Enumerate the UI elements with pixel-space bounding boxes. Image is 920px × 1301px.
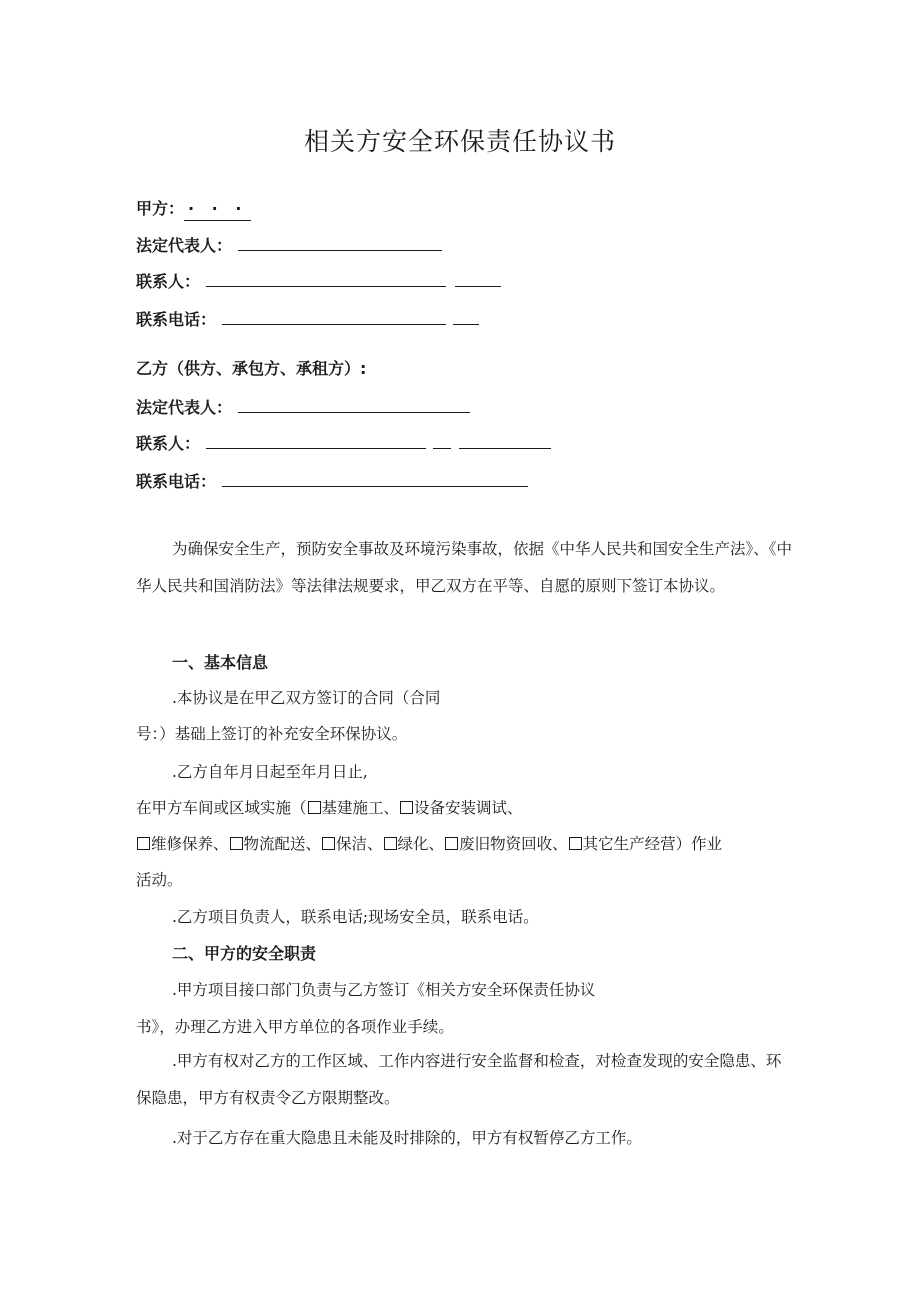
section2-item2: .甲方有权对乙方的工作区域、工作内容进行安全监督和检查，对检查发现的安全隐患、环保隐患，甲方有权责令乙方限期整改。 — [136, 1052, 782, 1107]
party-b-contact-blank-3 — [459, 432, 551, 449]
party-a-phone-label: 联系电话： — [136, 310, 217, 329]
checkbox-icon — [445, 837, 458, 850]
party-b-contact-label: 联系人： — [136, 434, 201, 453]
section2-item3: .对于乙方存在重大隐患且未能及时排除的，甲方有权暂停乙方工作。 — [172, 1129, 642, 1147]
party-b-rep-line — [136, 396, 470, 419]
checkbox-icon — [384, 837, 397, 850]
party-b-phone-line — [136, 470, 528, 493]
scope-prefix: 在甲方车间或区域实施（ — [136, 799, 307, 817]
party-b-rep-label: 法定代表人： — [136, 398, 233, 417]
party-a-rep-label: 法定代表人： — [136, 236, 233, 255]
party-a-rep-blank — [238, 234, 442, 251]
party-b-rep-blank — [238, 396, 470, 413]
checkbox-icon — [322, 837, 335, 850]
party-a-contact-label: 联系人： — [136, 272, 201, 291]
party-b-phone-blank — [222, 470, 528, 487]
party-a-line — [136, 198, 251, 221]
scope-option-other: 其它生产经营）作业 — [582, 835, 723, 853]
section1-item1-line2: 号：）基础上签订的补充安全环保协议。 — [136, 725, 408, 743]
party-b-line — [136, 358, 366, 380]
section2-item1-line1: .甲方项目接口部门负责与乙方签订《相关方安全环保责任协议 — [172, 981, 596, 999]
party-b-phone-label: 联系电话： — [136, 472, 217, 491]
party-a-contact-blank — [206, 270, 446, 287]
section1-item3: .乙方项目负责人，联系电话;现场安全员，联系电话。 — [172, 908, 539, 926]
section2-heading: 二、甲方的安全职责 — [172, 944, 317, 963]
section1-item2-line2 — [136, 796, 523, 818]
checkbox-icon — [137, 837, 150, 850]
party-a-phone-blank — [222, 308, 446, 325]
scope-option-recycling: 废旧物资回收、 — [459, 835, 568, 853]
party-b-contact-line — [136, 432, 551, 455]
section1-item1-line1: .本协议是在甲乙双方签订的合同（合同 — [172, 689, 441, 707]
party-a-phone-line — [136, 308, 479, 331]
document-title: 相关方安全环保责任协议书 — [303, 127, 616, 156]
scope-option-maintenance: 维修保养、 — [151, 835, 229, 853]
section1-item2-line4: 活动。 — [136, 871, 183, 889]
party-a-rep-line — [136, 234, 442, 257]
scope-option-construction: 基建施工、 — [321, 799, 400, 817]
checkbox-icon — [308, 801, 321, 814]
section1-item2-line1: .乙方自年月日起至年月日止, — [172, 763, 368, 781]
section1-item2-line3 — [136, 832, 722, 854]
party-a-label: 甲方： — [136, 199, 185, 218]
party-a-phone-blank-2 — [453, 308, 479, 325]
party-b-contact-blank-2 — [433, 432, 451, 449]
party-a-value: · · · — [184, 198, 251, 221]
scope-option-installation: 设备安装调试、 — [414, 799, 523, 817]
party-a-contact-blank-2 — [455, 270, 501, 287]
checkbox-icon — [569, 837, 582, 850]
intro-paragraph: 为确保安全生产，预防安全事故及环境污染事故，依据《中华人民共和国安全生产法》、《中华人民共和国消防法》等法律法规要求，甲乙双方在平等、自愿的原则下签订本协议。 — [136, 540, 793, 595]
party-b-contact-blank — [206, 432, 426, 449]
checkbox-icon — [400, 801, 413, 814]
party-a-contact-line — [136, 270, 501, 293]
scope-option-cleaning: 保洁、 — [336, 835, 383, 853]
scope-option-greening: 绿化、 — [397, 835, 445, 853]
checkbox-icon — [230, 837, 243, 850]
scope-option-logistics: 物流配送、 — [243, 835, 322, 853]
section2-item1-line2: 书》，办理乙方进入甲方单位的各项作业手续。 — [136, 1018, 454, 1036]
party-b-label: 乙方（供方、承包方、承租方）: — [136, 359, 367, 378]
section1-heading: 一、基本信息 — [172, 653, 269, 672]
